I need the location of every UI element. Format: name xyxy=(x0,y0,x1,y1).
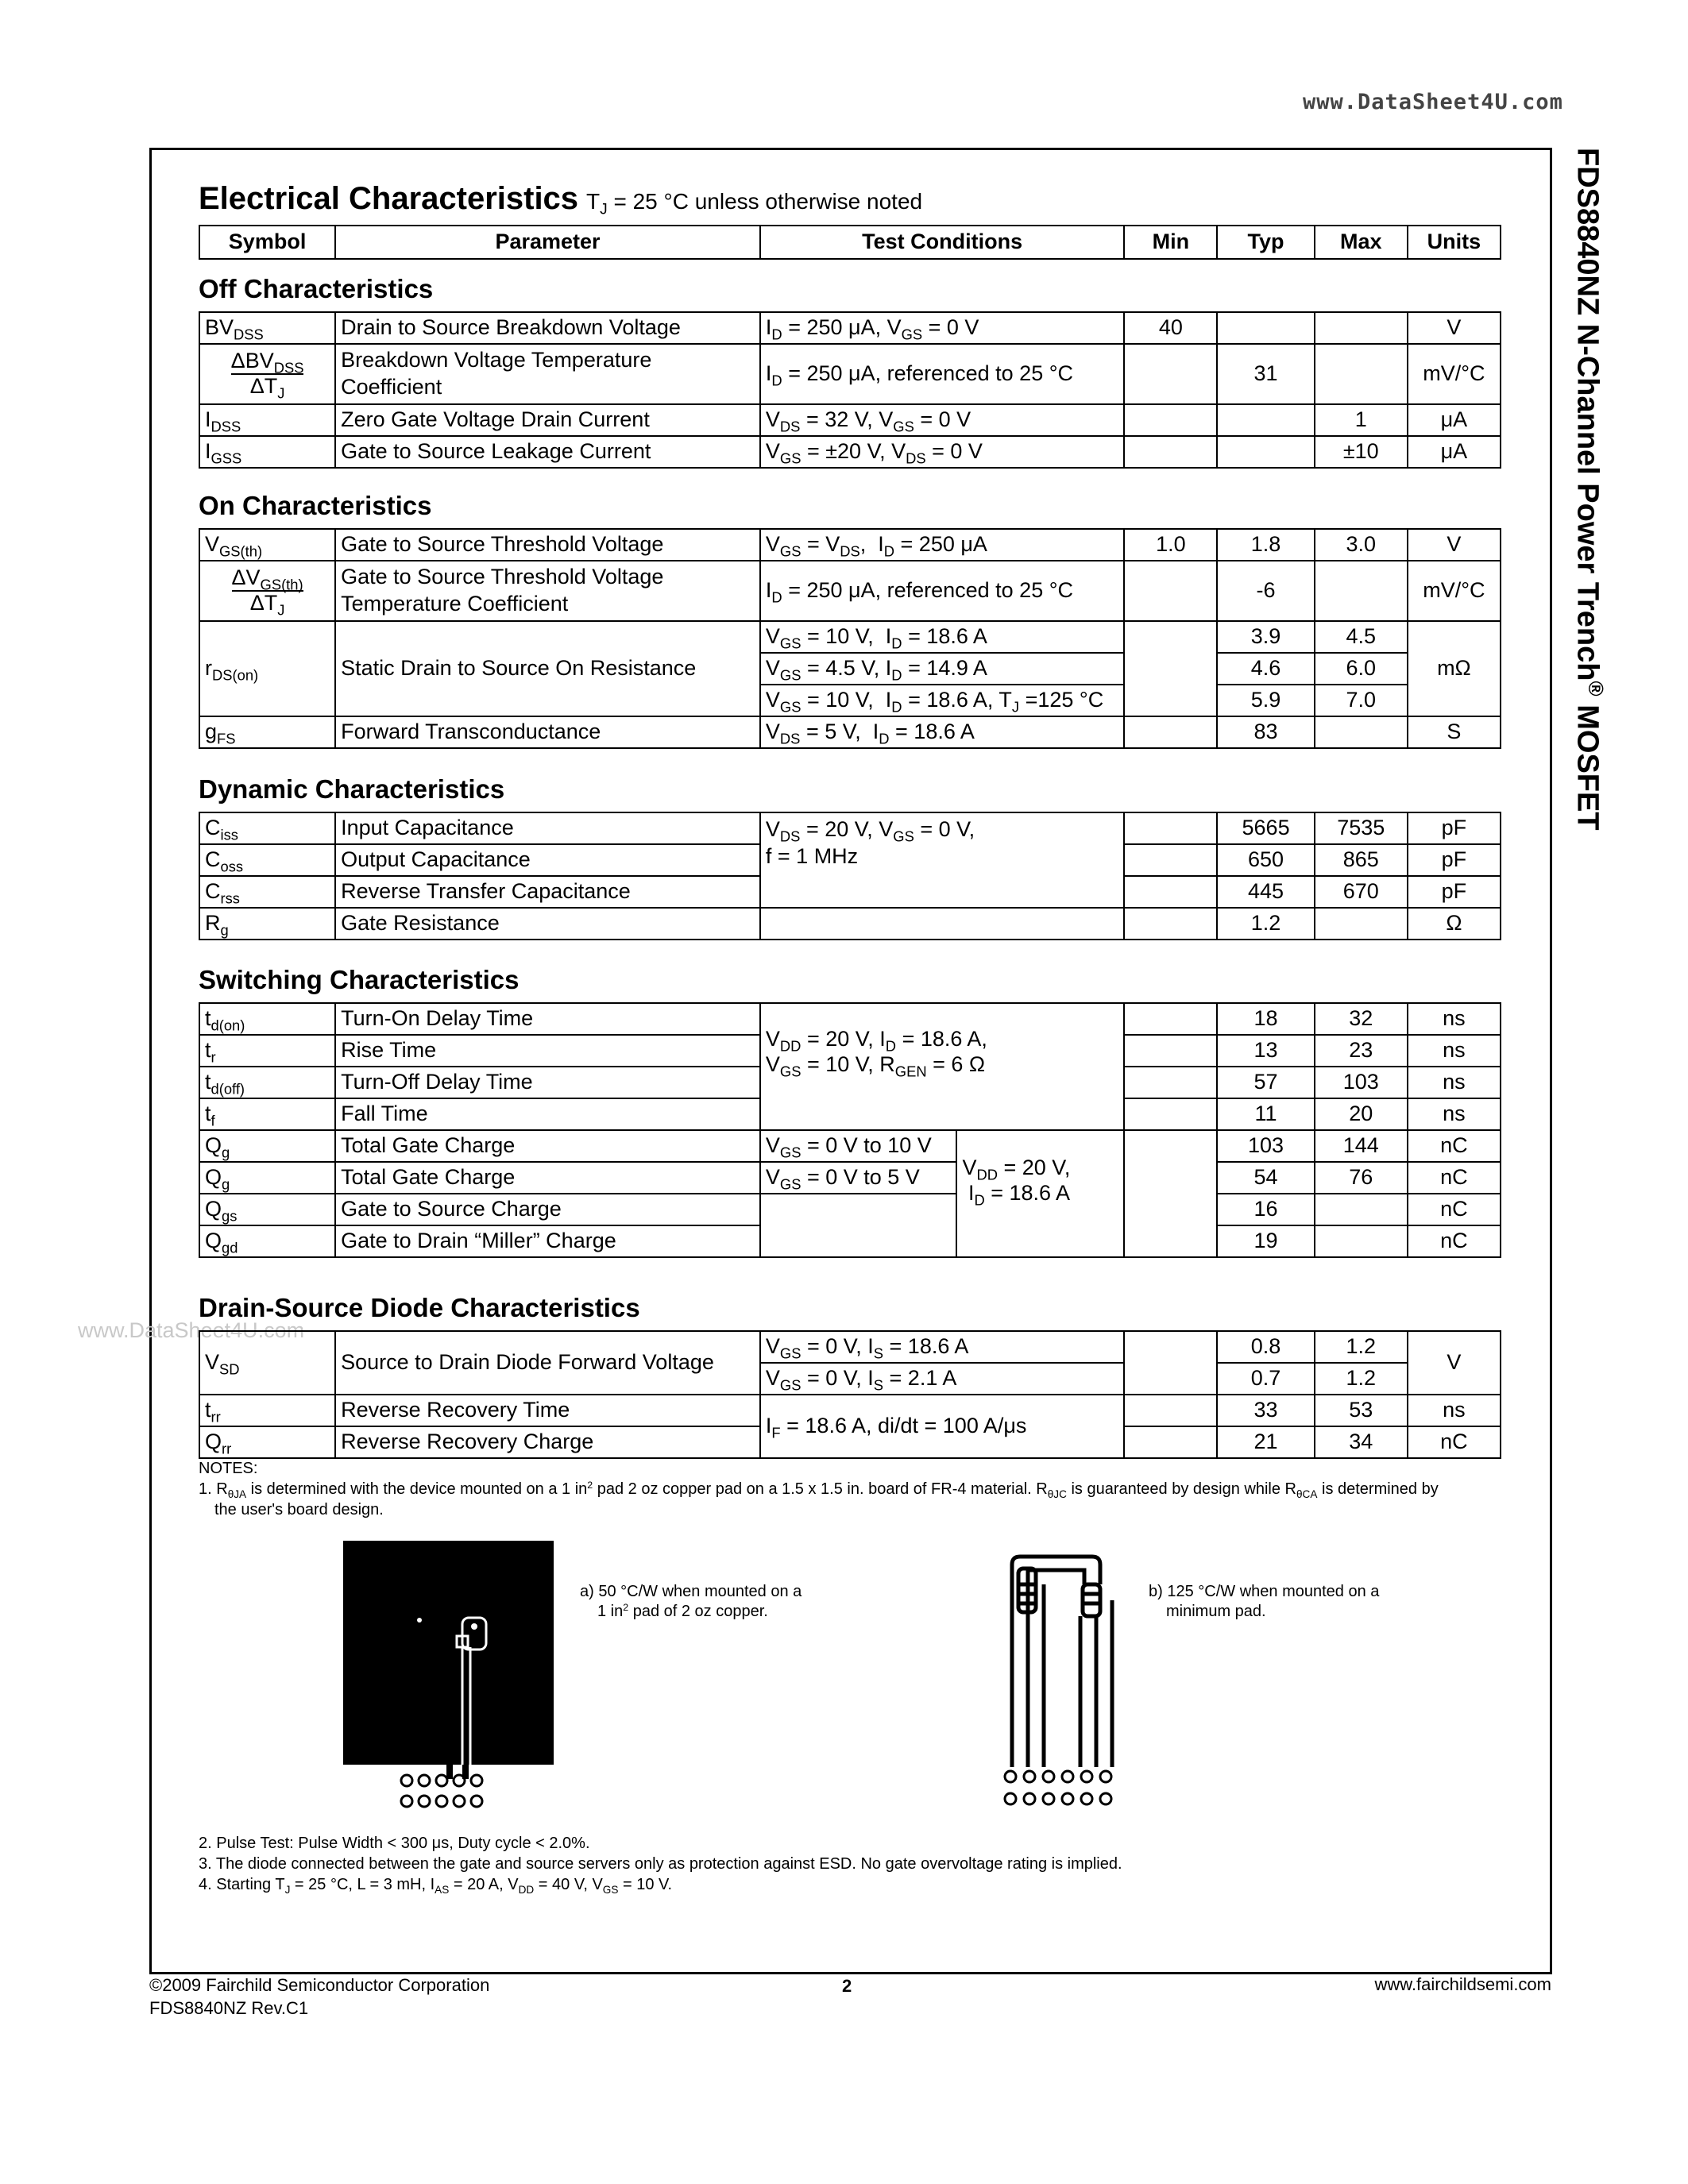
unit-cell: μA xyxy=(1408,436,1501,468)
dynamic-table xyxy=(199,812,1501,940)
unit-cell: ns xyxy=(1408,1003,1501,1035)
unit-cell: nC xyxy=(1408,1194,1501,1225)
min-cell xyxy=(1124,344,1217,404)
unit-cell: pF xyxy=(1408,812,1501,844)
symbol-cell: $R_g$ xyxy=(199,908,335,940)
footer-revision: FDS8840NZ Rev.C1 xyxy=(149,1997,309,2018)
typ-cell: 57 xyxy=(1217,1067,1314,1098)
min-cell xyxy=(1124,1067,1217,1098)
param-cell: Output Capacitance xyxy=(335,844,760,876)
typ-cell: 1.2 xyxy=(1217,908,1314,940)
table-row xyxy=(199,716,1501,748)
param-cell: Drain to Source Breakdown Voltage xyxy=(335,312,760,344)
min-cell xyxy=(1124,1035,1217,1067)
max-cell: 1.2 xyxy=(1315,1331,1408,1363)
figure-b-caption: b) 125 °C/W when mounted on a minimum pad. xyxy=(1149,1583,1380,1620)
header-symbol: Symbol xyxy=(199,226,335,259)
cond-cell: $V_{DS} = 5$ V, $I_D = 18.6$ A xyxy=(760,716,1124,748)
section-title-off: Off Characteristics xyxy=(199,274,434,303)
watermark-mid: www.DataSheet4U.com xyxy=(78,1318,305,1342)
max-cell: 103 xyxy=(1315,1067,1408,1098)
table-row xyxy=(199,1395,1501,1426)
typ-cell: 21 xyxy=(1217,1426,1314,1458)
max-cell: ±10 xyxy=(1315,436,1408,468)
symbol-cell: $BV_{DSS}$ xyxy=(199,312,335,344)
param-cell: Reverse Recovery Time xyxy=(335,1395,760,1426)
symbol-cell: $V_{SD}$ xyxy=(199,1331,335,1395)
cond-cell: $V_{DS} = 20$ V, $V_{GS} = 0$ V, f = 1 MHz xyxy=(760,812,1124,908)
header-test-conditions: Test Conditions xyxy=(760,226,1124,259)
symbol-cell: $t_r$ xyxy=(199,1035,335,1067)
table-row xyxy=(199,908,1501,940)
symbol-cell: $t_{rr}$ xyxy=(199,1395,335,1426)
typ-cell: 16 xyxy=(1217,1194,1314,1225)
param-cell: Static Drain to Source On Resistance xyxy=(335,621,760,716)
symbol-cell: $C_{oss}$ xyxy=(199,844,335,876)
pad-figure-b xyxy=(1001,1553,1128,1815)
param-cell: Reverse Transfer Capacitance xyxy=(335,876,760,908)
table-row xyxy=(199,404,1501,436)
section-title-dynamic: Dynamic Characteristics xyxy=(199,774,505,804)
side-title-suffix: MOSFET xyxy=(1570,696,1605,831)
param-cell: Total Gate Charge xyxy=(335,1130,760,1162)
typ-cell: 3.9 xyxy=(1217,621,1314,653)
unit-cell: ns xyxy=(1408,1098,1501,1130)
param-cell: Gate Resistance xyxy=(335,908,760,940)
max-cell: 4.5 xyxy=(1315,621,1408,653)
cond-cell: $I_F = 18.6$ A, di/dt = 100 A/μs xyxy=(760,1395,1124,1458)
param-cell: Forward Transconductance xyxy=(335,716,760,748)
symbol-cell: $V_{GS(th)}$ xyxy=(199,529,335,561)
cond-cell: $V_{GS} = \pm 20$ V, $V_{DS} = 0$ V xyxy=(760,436,1124,468)
param-cell: Gate to Source Leakage Current xyxy=(335,436,760,468)
cond-cell: $V_{DD} = 20$ V, $I_D = 18.6$ A, $V_{GS} = 10$ V, $R_{GEN} = 6$ Ω xyxy=(760,1003,1124,1130)
table-row xyxy=(199,561,1501,621)
typ-cell: 4.6 xyxy=(1217,653,1314,685)
header-typ: Typ xyxy=(1217,226,1314,259)
cond-cell: $V_{GS} = 0$ V, $I_S = 2.1$ A xyxy=(760,1363,1124,1395)
min-cell xyxy=(1124,561,1217,621)
typ-cell: 650 xyxy=(1217,844,1314,876)
cond-cell: $V_{DD} = 20$ V, $I_D = 18.6$ A xyxy=(956,1130,1124,1257)
footer-copyright: ©2009 Fairchild Semiconductor Corporation xyxy=(149,1975,490,1995)
page-title-text: Electrical Characteristics xyxy=(199,181,579,216)
unit-cell: S xyxy=(1408,716,1501,748)
symbol-cell: $\Delta BV_{DSS}$ $\Delta T_J$ xyxy=(199,344,335,404)
min-cell xyxy=(1124,908,1217,940)
max-cell: 23 xyxy=(1315,1035,1408,1067)
table-row xyxy=(199,1194,1501,1225)
max-cell: 32 xyxy=(1315,1003,1408,1035)
cond-cell: $V_{GS} = 0$ V, $I_S = 18.6$ A xyxy=(760,1331,1124,1363)
table-row xyxy=(199,621,1501,653)
typ-cell: 103 xyxy=(1217,1130,1314,1162)
max-cell: 3.0 xyxy=(1315,529,1408,561)
typ-cell xyxy=(1217,404,1314,436)
max-cell: 20 xyxy=(1315,1098,1408,1130)
unit-cell: ns xyxy=(1408,1067,1501,1098)
cond-cell: $I_D = 250$ μA, referenced to 25 °C xyxy=(760,561,1124,621)
section-title-on: On Characteristics xyxy=(199,491,432,520)
typ-cell: 0.8 xyxy=(1217,1331,1314,1363)
typ-cell: 11 xyxy=(1217,1098,1314,1130)
min-cell xyxy=(1124,436,1217,468)
note-3: 3. The diode connected between the gate and source servers only as protection against ESD. No gate overvoltage rating is implied. xyxy=(199,1855,1122,1873)
unit-cell: nC xyxy=(1408,1162,1501,1194)
typ-cell xyxy=(1217,436,1314,468)
max-cell xyxy=(1315,312,1408,344)
unit-cell: ns xyxy=(1408,1395,1501,1426)
max-cell xyxy=(1315,344,1408,404)
symbol-cell: $Q_{rr}$ xyxy=(199,1426,335,1458)
note-2: 2. Pulse Test: Pulse Width < 300 μs, Duty cycle < 2.0%. xyxy=(199,1835,590,1852)
unit-cell: V xyxy=(1408,529,1501,561)
header-min: Min xyxy=(1124,226,1217,259)
min-cell xyxy=(1124,1395,1217,1426)
max-cell: 34 xyxy=(1315,1426,1408,1458)
header-max: Max xyxy=(1315,226,1408,259)
symbol-cell: $C_{iss}$ xyxy=(199,812,335,844)
symbol-cell: $I_{GSS}$ xyxy=(199,436,335,468)
max-cell: 144 xyxy=(1315,1130,1408,1162)
max-cell: 1.2 xyxy=(1315,1363,1408,1395)
note-4: 4. Starting $T_J = 25$ °C, L = 3 mH, $I_{AS} = 20$ A, $V_{DD} = 40$ V, $V_{GS} = 10$ V. xyxy=(199,1876,673,1896)
copper-pad xyxy=(343,1541,554,1765)
min-cell xyxy=(1124,812,1217,844)
figure-a-caption: a) 50 °C/W when mounted on a 1 $in^2$ pad of 2 oz copper. xyxy=(580,1583,802,1620)
min-cell: 40 xyxy=(1124,312,1217,344)
param-cell: Gate to Source Threshold Voltage xyxy=(335,529,760,561)
symbol-cell: $C_{rss}$ xyxy=(199,876,335,908)
cond-cell: $V_{GS} = 4.5$ V, $I_D = 14.9$ A xyxy=(760,653,1124,685)
notes-continued xyxy=(199,1833,1122,1895)
typ-cell: 1.8 xyxy=(1217,529,1314,561)
table-row xyxy=(199,312,1501,344)
param-cell: Gate to Drain “Miller” Charge xyxy=(335,1225,760,1257)
symbol-cell: $g_{FS}$ xyxy=(199,716,335,748)
max-cell xyxy=(1315,1194,1408,1225)
cond-cell: $V_{GS} = 10$ V, $I_D = 18.6$ A, $T_J =125$ °C xyxy=(760,685,1124,716)
symbol-cell: $t_{d(off)}$ xyxy=(199,1067,335,1098)
typ-cell: 13 xyxy=(1217,1035,1314,1067)
notes xyxy=(199,1458,1439,1520)
off-table xyxy=(199,311,1501,469)
param-cell: Rise Time xyxy=(335,1035,760,1067)
unit-cell: Ω xyxy=(1408,908,1501,940)
cond-cell xyxy=(760,908,1124,940)
on-table xyxy=(199,528,1501,749)
unit-cell: V xyxy=(1408,312,1501,344)
unit-cell: nC xyxy=(1408,1426,1501,1458)
min-cell xyxy=(1124,876,1217,908)
cond-cell: $V_{DS} = 32$ V, $V_{GS} = 0$ V xyxy=(760,404,1124,436)
typ-cell: 5665 xyxy=(1217,812,1314,844)
footer-url[interactable]: www.fairchildsemi.com xyxy=(1374,1974,1551,1994)
footer-left xyxy=(149,1974,489,2020)
symbol-cell: $\Delta V_{GS(th)}$ $\Delta T_J$ xyxy=(199,561,335,621)
typ-cell: 5.9 xyxy=(1217,685,1314,716)
symbol-cell: $Q_{gd}$ xyxy=(199,1225,335,1257)
max-cell xyxy=(1315,561,1408,621)
max-cell: 670 xyxy=(1315,876,1408,908)
max-cell xyxy=(1315,908,1408,940)
page-number: 2 xyxy=(842,1976,852,1996)
unit-cell: nC xyxy=(1408,1130,1501,1162)
page-title xyxy=(199,181,922,217)
max-cell: 865 xyxy=(1315,844,1408,876)
diode-table xyxy=(199,1330,1501,1459)
max-cell xyxy=(1315,1225,1408,1257)
max-cell: 53 xyxy=(1315,1395,1408,1426)
unit-cell: pF xyxy=(1408,876,1501,908)
unit-cell: mΩ xyxy=(1408,621,1501,716)
typ-cell: 445 xyxy=(1217,876,1314,908)
table-row xyxy=(199,436,1501,468)
cond-cell: $V_{GS} = 0$ V to 10 V xyxy=(760,1130,957,1162)
table-row xyxy=(199,1162,1501,1194)
table-row xyxy=(199,1130,1501,1162)
symbol-cell: $Q_g$ xyxy=(199,1130,335,1162)
symbol-cell: $Q_g$ xyxy=(199,1162,335,1194)
min-cell xyxy=(1124,621,1217,716)
table-header-row xyxy=(199,226,1501,259)
table-row xyxy=(199,1331,1501,1363)
table-row xyxy=(199,812,1501,844)
max-cell: 76 xyxy=(1315,1162,1408,1194)
side-title-part: FDS8840NZ N-Channel Power Trench xyxy=(1570,148,1605,681)
symbol-cell: $Q_{gs}$ xyxy=(199,1194,335,1225)
param-cell: Turn-On Delay Time xyxy=(335,1003,760,1035)
cond-cell: $V_{GS} = 0$ V to 5 V xyxy=(760,1162,957,1194)
param-cell: Reverse Recovery Charge xyxy=(335,1426,760,1458)
min-cell xyxy=(1124,844,1217,876)
table-row xyxy=(199,344,1501,404)
typ-cell: 18 xyxy=(1217,1003,1314,1035)
max-cell: 7.0 xyxy=(1315,685,1408,716)
header-parameter: Parameter xyxy=(335,226,760,259)
typ-cell: 33 xyxy=(1217,1395,1314,1426)
cond-cell: $I_D = 250$ μA, referenced to 25 °C xyxy=(760,344,1124,404)
cond-cell: $I_D = 250$ μA, $V_{GS} = 0$ V xyxy=(760,312,1124,344)
header-table xyxy=(199,225,1501,260)
max-cell: 1 xyxy=(1315,404,1408,436)
typ-cell: 54 xyxy=(1217,1162,1314,1194)
cond-cell: $V_{GS} = V_{DS}$, $I_D = 250$ μA xyxy=(760,529,1124,561)
side-title xyxy=(1571,148,1611,990)
cond-cell: $V_{GS} = 10$ V, $I_D = 18.6$ A xyxy=(760,621,1124,653)
note-1: 1. $R_{\theta JA}$ is determined with the device mounted on a 1 $in^2$ pad 2 oz copper pad on a 1.5 x 1.5 in. board of FR-4 material. $R_{\theta JC}$ is guaranteed by design while $R_{\theta CA}$ is determined by xyxy=(199,1480,1439,1500)
param-cell: Fall Time xyxy=(335,1098,760,1130)
symbol-cell: $t_f$ xyxy=(199,1098,335,1130)
unit-cell: ns xyxy=(1408,1035,1501,1067)
symbol-cell: $r_{DS(on)}$ xyxy=(199,621,335,716)
symbol-cell: $t_{d(on)}$ xyxy=(199,1003,335,1035)
note-1-line2: the user's board design. xyxy=(214,1501,384,1518)
min-cell xyxy=(1124,716,1217,748)
typ-cell: 31 xyxy=(1217,344,1314,404)
page-title-condition: $T_J = 25$ °C unless otherwise noted xyxy=(586,189,923,218)
max-cell: 7535 xyxy=(1315,812,1408,844)
switching-table xyxy=(199,1002,1501,1258)
table-row xyxy=(199,1003,1501,1035)
max-cell xyxy=(1315,716,1408,748)
unit-cell: μA xyxy=(1408,404,1501,436)
min-cell xyxy=(1124,1003,1217,1035)
max-cell: 6.0 xyxy=(1315,653,1408,685)
min-cell xyxy=(1124,404,1217,436)
param-cell: Gate to Source Threshold Voltage Temperature Coefficient xyxy=(335,561,760,621)
min-cell xyxy=(1124,1331,1217,1395)
typ-cell: 19 xyxy=(1217,1225,1314,1257)
unit-cell: pF xyxy=(1408,844,1501,876)
param-cell: Total Gate Charge xyxy=(335,1162,760,1194)
section-title-diode: Drain-Source Diode Characteristics xyxy=(199,1293,640,1322)
watermark-top: www.DataSheet4U.com xyxy=(1303,90,1563,114)
cond-cell xyxy=(760,1194,957,1257)
notes-label: NOTES: xyxy=(199,1460,258,1477)
min-cell xyxy=(1124,1098,1217,1130)
pad-figure-a xyxy=(343,1541,554,1811)
min-cell: 1.0 xyxy=(1124,529,1217,561)
typ-cell: 83 xyxy=(1217,716,1314,748)
unit-cell: mV/°C xyxy=(1408,561,1501,621)
param-cell: Breakdown Voltage Temperature Coefficient xyxy=(335,344,760,404)
param-cell: Turn-Off Delay Time xyxy=(335,1067,760,1098)
header-units: Units xyxy=(1408,226,1501,259)
section-title-switching: Switching Characteristics xyxy=(199,965,520,994)
param-cell: Gate to Source Charge xyxy=(335,1194,760,1225)
typ-cell: 0.7 xyxy=(1217,1363,1314,1395)
unit-cell: mV/°C xyxy=(1408,344,1501,404)
min-cell xyxy=(1124,1426,1217,1458)
unit-cell: nC xyxy=(1408,1225,1501,1257)
min-cell xyxy=(1124,1130,1217,1257)
unit-cell: V xyxy=(1408,1331,1501,1395)
param-cell: Zero Gate Voltage Drain Current xyxy=(335,404,760,436)
typ-cell: -6 xyxy=(1217,561,1314,621)
typ-cell xyxy=(1217,312,1314,344)
param-cell: Input Capacitance xyxy=(335,812,760,844)
param-cell: Source to Drain Diode Forward Voltage xyxy=(335,1331,760,1395)
symbol-cell: $I_{DSS}$ xyxy=(199,404,335,436)
table-row xyxy=(199,529,1501,561)
side-title-reg: ® xyxy=(1584,681,1608,696)
